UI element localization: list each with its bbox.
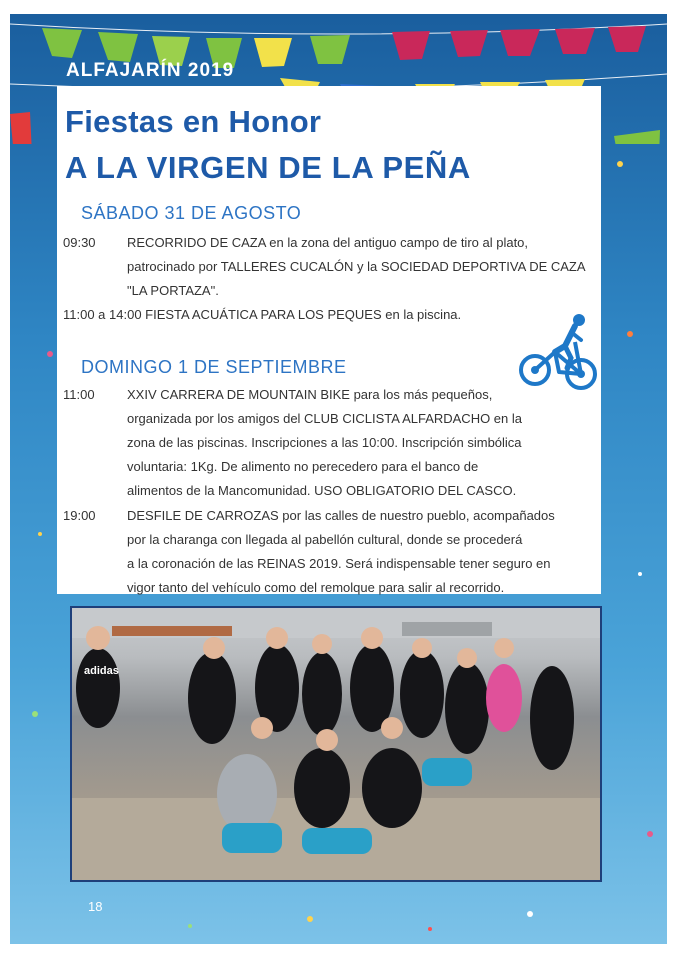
- header-year-title: ALFAJARÍN 2019: [66, 60, 235, 81]
- saturday-event-1-line-2: patrocinado por TALLERES CUCALÓN y la SOCIEDAD DEPORTIVA DE CAZA: [127, 259, 586, 274]
- sunday-event-1-line-3: zona de las piscinas. Inscripciones a las 10:00. Inscripción simbólica: [127, 435, 522, 450]
- saturday-event-1-line-1: RECORRIDO DE CAZA en la zona del antiguo campo de tiro al plato,: [127, 235, 529, 250]
- mountain-bike-icon: [519, 312, 601, 394]
- group-photo: [70, 606, 602, 882]
- sunday-event-1-line-1: XXIV CARRERA DE MOUNTAIN BIKE para los más pequeños,: [127, 387, 493, 402]
- saturday-event-1-line-3: "LA PORTAZA".: [127, 283, 219, 298]
- sunday-event-2-time: 19:00: [63, 508, 96, 523]
- saturday-event-1-time: 09:30: [63, 235, 96, 250]
- title-line-2: A LA VIRGEN DE LA PEÑA: [65, 150, 471, 185]
- shirt-logo-text: adidas: [84, 665, 119, 677]
- saturday-heading: SÁBADO 31 DE AGOSTO: [81, 203, 302, 223]
- sunday-event-2-line-3: a la coronación de las REINAS 2019. Será indispensable tener seguro en: [127, 556, 551, 571]
- title-line-1: Fiestas en Honor: [65, 104, 322, 139]
- sunday-event-1-line-2: organizada por los amigos del CLUB CICLISTA ALFARDACHO en la: [127, 411, 522, 426]
- content-panel: [57, 86, 601, 594]
- sunday-event-1-time: 11:00: [63, 387, 95, 402]
- sunday-event-2-line-4: vigor tanto del vehículo como del remolque para salir al recorrido.: [127, 580, 505, 595]
- sunday-event-2-line-2: por la charanga con llegada al pabellón cultural, donde se procederá: [127, 532, 523, 547]
- page-number: 18: [88, 899, 103, 914]
- saturday-event-2-line-1: 11:00 a 14:00 FIESTA ACUÁTICA PARA LOS PEQUES en la piscina.: [63, 307, 462, 322]
- sunday-heading: DOMINGO 1 DE SEPTIEMBRE: [81, 357, 347, 377]
- sunday-event-1-line-4: voluntaria: 1Kg. De alimento no perecedero para el banco de: [127, 459, 479, 474]
- sunday-event-1-line-5: alimentos de la Mancomunidad. USO OBLIGATORIO DEL CASCO.: [127, 483, 517, 498]
- sunday-event-2-line-1: DESFILE DE CARROZAS por las calles de nuestro pueblo, acompañados: [127, 508, 555, 523]
- group-photo-illustration: [72, 608, 600, 880]
